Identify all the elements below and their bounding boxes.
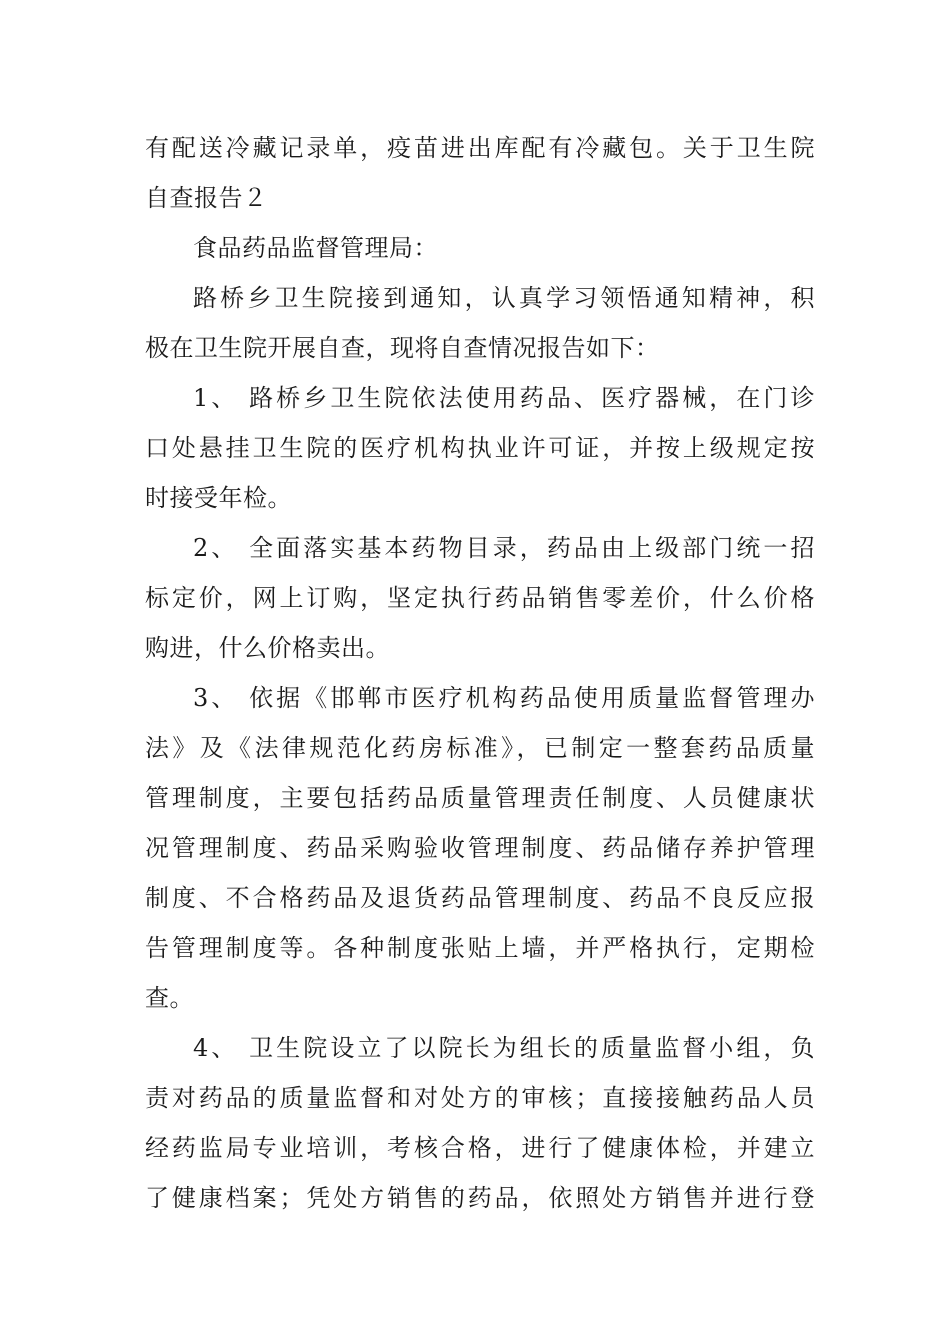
text-line: 时接受年检。	[145, 484, 292, 512]
text-line: 自查报告２	[145, 184, 268, 212]
list-item-2: 2、 全面落实基本药物目录，药品由上级部门统一招	[193, 534, 815, 562]
text-line: 管理制度，主要包括药品质量管理责任制度、人员健康状	[145, 784, 815, 812]
text-line: 查。	[145, 984, 194, 1012]
text-line: 制度、不合格药品及退货药品管理制度、药品不良反应报	[145, 884, 815, 912]
list-item-4: 4、 卫生院设立了以院长为组长的质量监督小组，负	[193, 1034, 815, 1062]
text-line: 购进，什么价格卖出。	[145, 634, 390, 662]
text-line: 况管理制度、药品采购验收管理制度、药品储存养护管理	[145, 834, 815, 862]
text-line: 极在卫生院开展自查，现将自查情况报告如下：	[145, 334, 660, 362]
text-line: 有配送冷藏记录单，疫苗进出库配有冷藏包。关于卫生院	[145, 134, 815, 162]
text-line: 告管理制度等。各种制度张贴上墙，并严格执行，定期检	[145, 934, 815, 962]
text-line: 路桥乡卫生院接到通知，认真学习领悟通知精神，积	[193, 284, 815, 312]
text-line: 口处悬挂卫生院的医疗机构执业许可证，并按上级规定按	[145, 434, 815, 462]
text-line: 了健康档案；凭处方销售的药品，依照处方销售并进行登	[145, 1184, 815, 1212]
text-line: 经药监局专业培训，考核合格，进行了健康体检，并建立	[145, 1134, 815, 1162]
list-item-1: 1、 路桥乡卫生院依法使用药品、医疗器械，在门诊	[193, 384, 815, 412]
text-line: 责对药品的质量监督和对处方的审核；直接接触药品人员	[145, 1084, 815, 1112]
text-line: 法》及《法律规范化药房标准》，已制定一整套药品质量	[145, 734, 815, 762]
text-line: 标定价，网上订购，坚定执行药品销售零差价，什么价格	[145, 584, 815, 612]
salutation: 食品药品监督管理局：	[193, 234, 438, 262]
list-item-3: 3、 依据《邯郸市医疗机构药品使用质量监督管理办	[193, 684, 815, 712]
